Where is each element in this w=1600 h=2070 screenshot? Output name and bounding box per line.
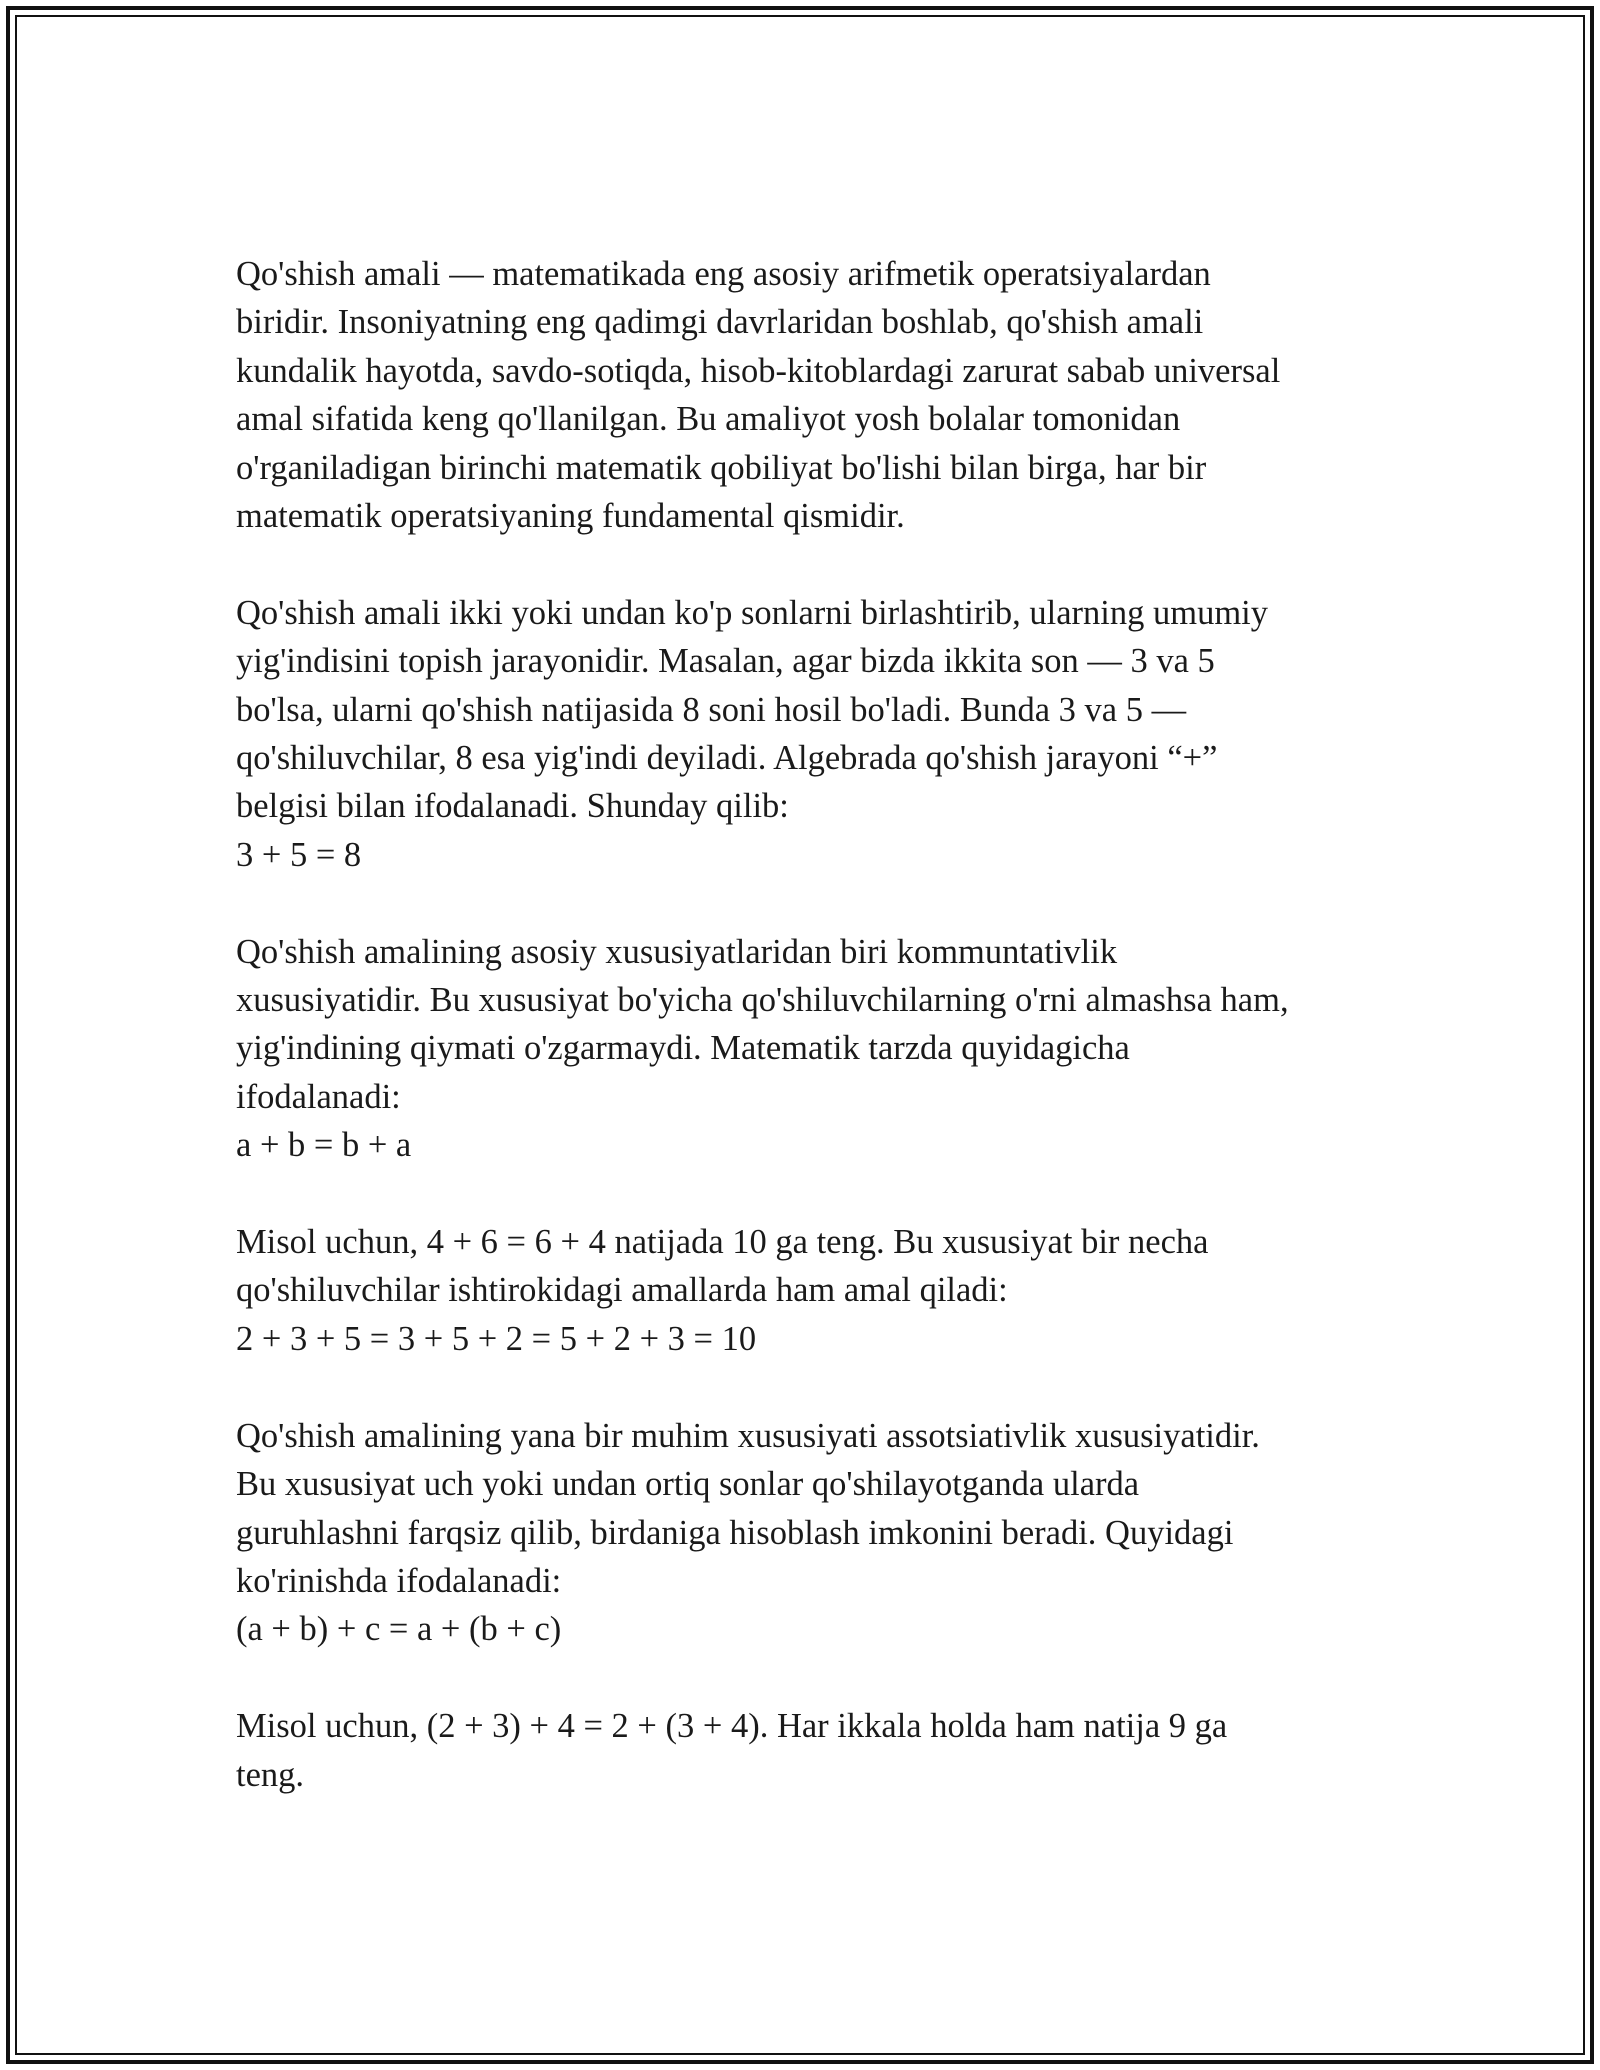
paragraph-introduction: Qo'shish amali — matematikada eng asosiy arifmetik operatsiyalardan biridir. Insoniyatning eng qadimgi davrlaridan boshlab, qo'shish amali kundalik hayotda, savdo-sotiqda, hisob-kitoblardagi zarurat sabab universal amal sifatida keng qo'llanilgan. Bu amaliyot yosh bolalar tomonidan o'rganiladigan birinchi matematik qobiliyat bo'lishi bilan birga, har bir matematik operatsiyaning fundamental qismidir. bbox=[236, 255, 1281, 536]
paragraph-commutative-example: Misol uchun, 4 + 6 = 6 + 4 natijada 10 ga teng. Bu xususiyat bir necha qo'shiluvchilar ishtirokidagi amallarda ham amal qiladi: 2 + 3 + 5 = 3 + 5 + 2 = 5 + 2 + 3 = 10 bbox=[236, 1223, 1209, 1358]
paragraph-associative: Qo'shish amalining yana bir muhim xususiyati assotsiativlik xususiyatidir. Bu xususiyat uch yoki undan ortiq sonlar qo'shilayotganda ularda guruhlashni farqsiz qilib, birdaniga hisoblash imkonini beradi. Quyidagi ko'rinishda ifodalanadi: (a + b) + c = a + (b + c) bbox=[236, 1416, 1260, 1649]
document-body bbox=[236, 250, 1366, 1799]
paragraph-commutative: Qo'shish amalining asosiy xususiyatlaridan biri kommuntativlik xususiyatidir. Bu xususiyat bo'yicha qo'shiluvchilarning o'rni almashsa ham, yig'indining qiymati o'zgarmaydi. Matematik tarzda quyidagicha ifodalanadi: a + b = b + a bbox=[236, 932, 1289, 1165]
paragraph-definition: Qo'shish amali ikki yoki undan ko'p sonlarni birlashtirib, ularning umumiy yig'indisini topish jarayonidir. Masalan, agar bizda ikkita son — 3 va 5 bo'lsa, ularni qo'shish natijasida 8 soni hosil bo'ladi. Bunda 3 va 5 — qo'shiluvchilar, 8 esa yig'indi deyiladi. Algebrada qo'shish jarayoni “+” belgisi bilan ifodalanadi. Shunday qilib: 3 + 5 = 8 bbox=[236, 593, 1269, 874]
paragraph-associative-example: Misol uchun, (2 + 3) + 4 = 2 + (3 + 4). Har ikkala holda ham natija 9 ga teng. bbox=[236, 1707, 1228, 1794]
